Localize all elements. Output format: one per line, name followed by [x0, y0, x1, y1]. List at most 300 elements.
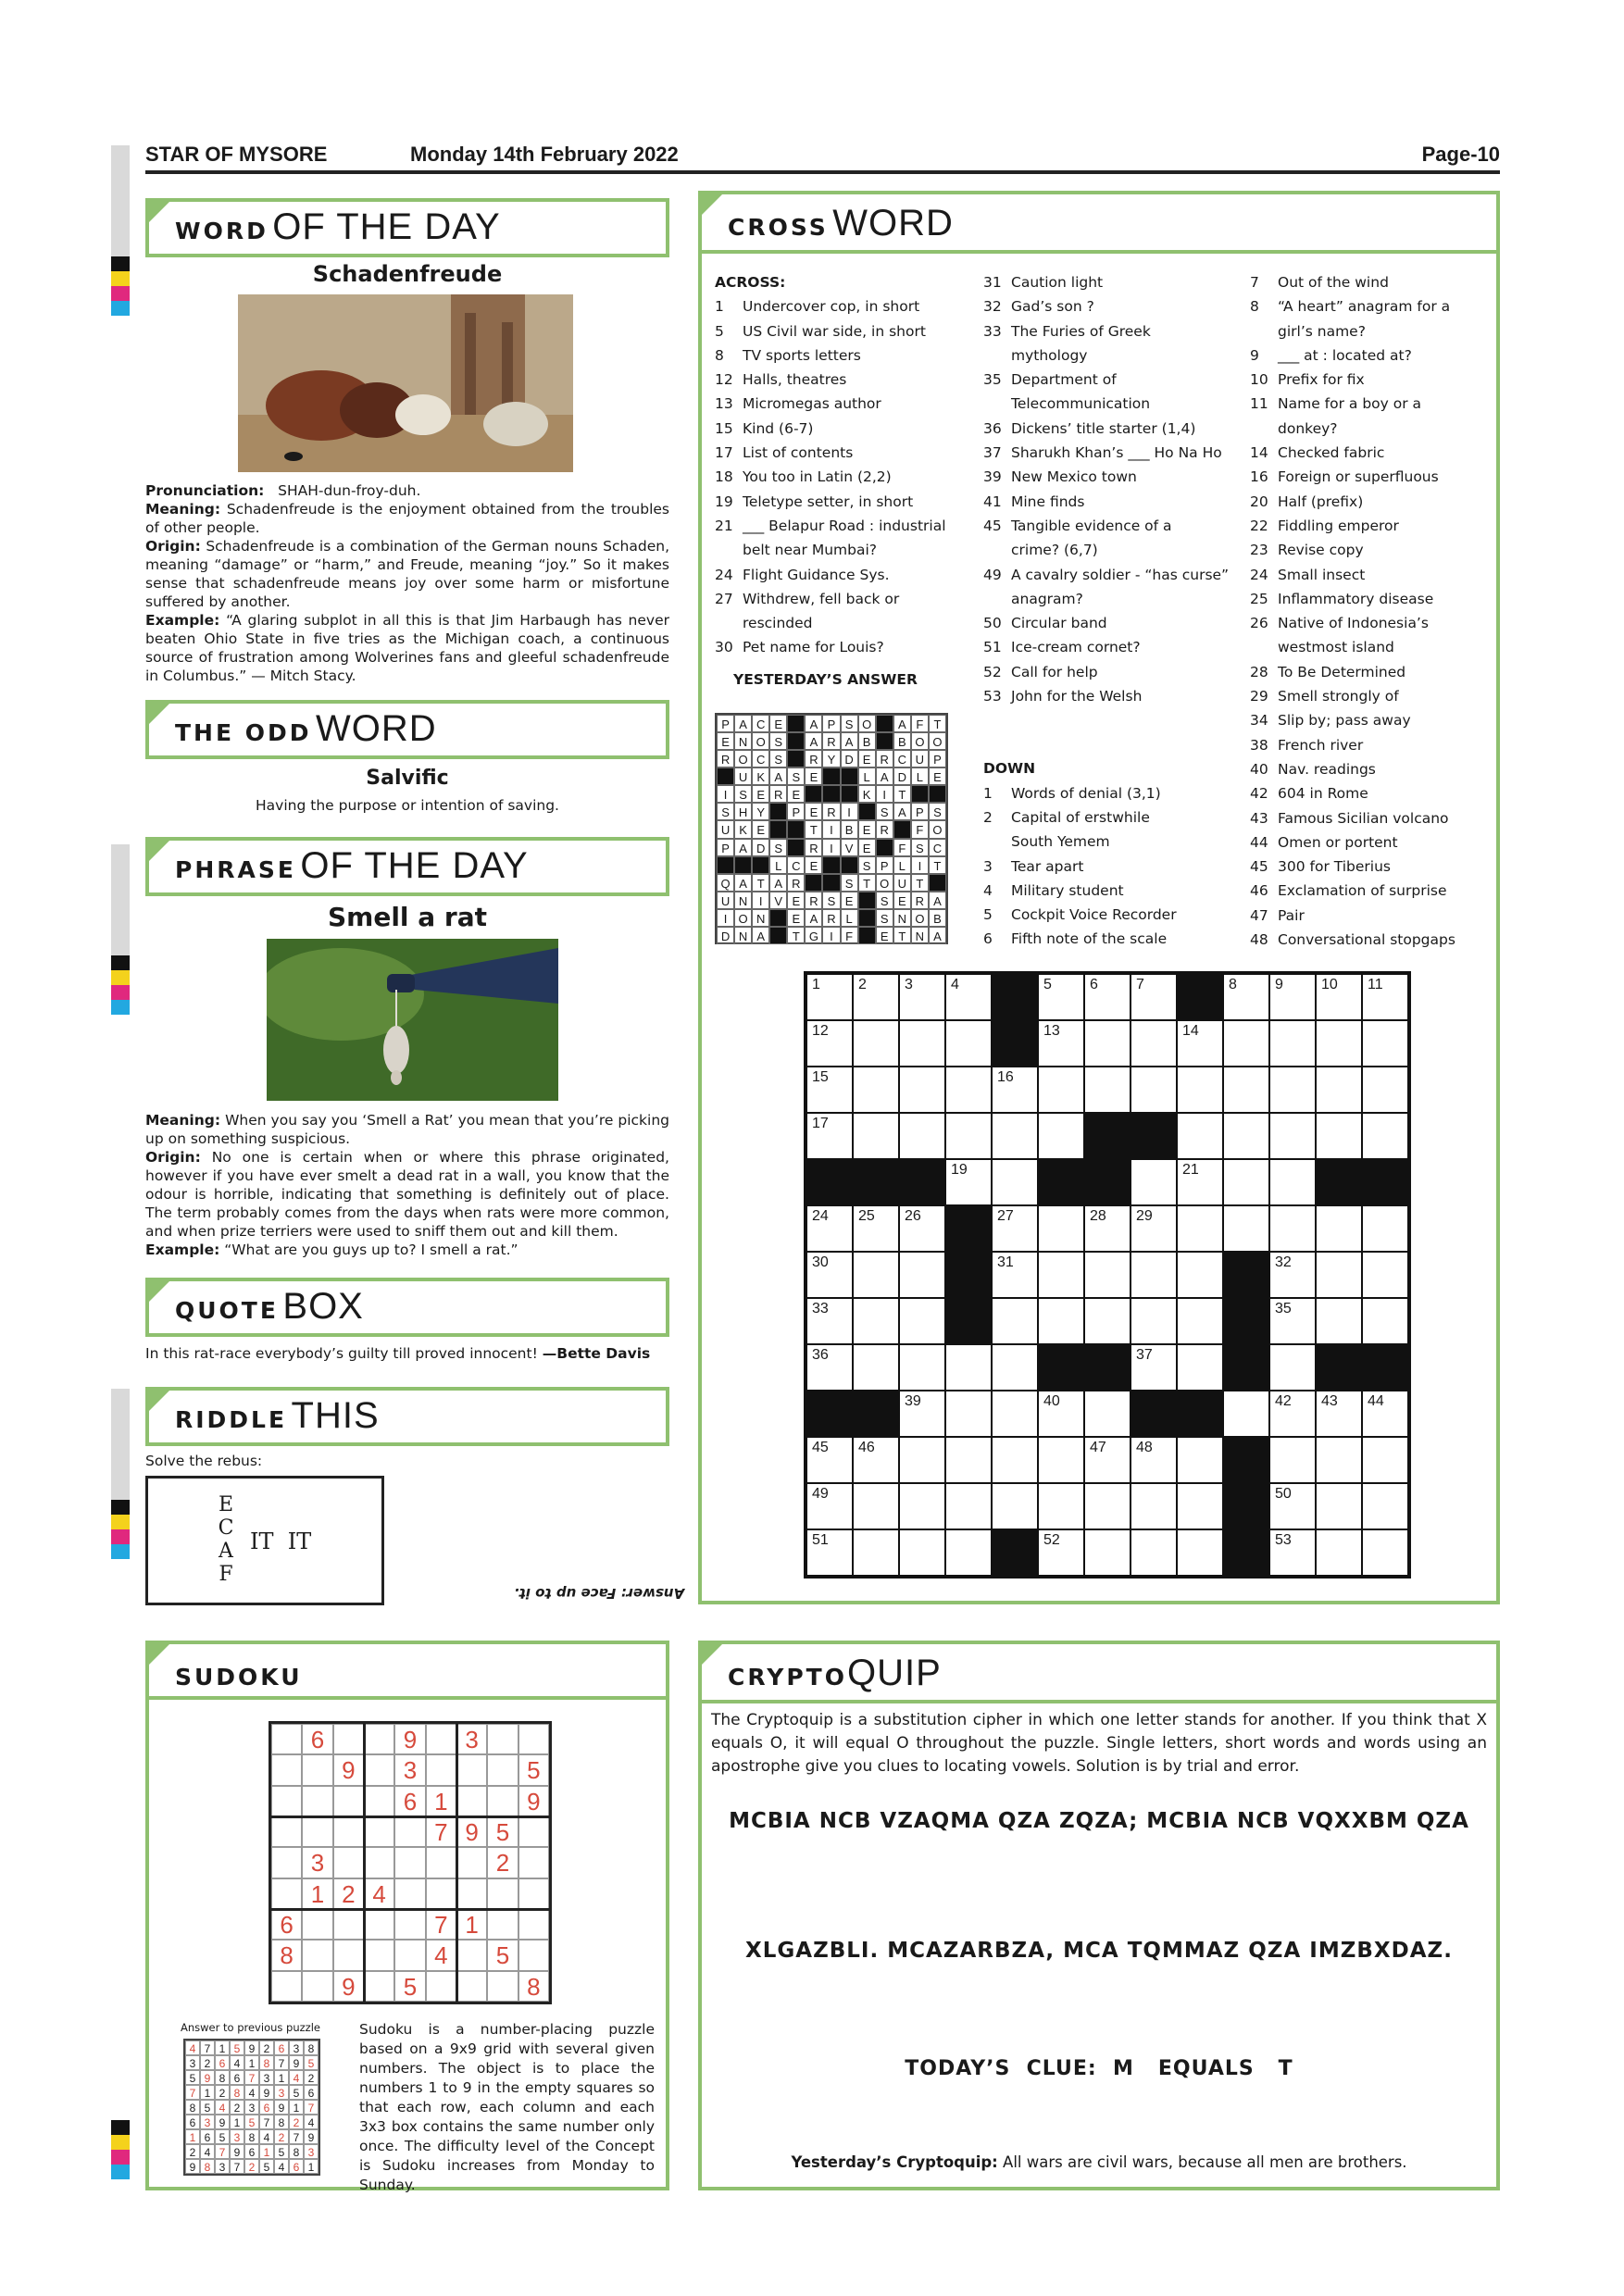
- crossword-cell[interactable]: [1362, 1437, 1408, 1483]
- sudoku-empty-cell[interactable]: [302, 1971, 332, 2002]
- sudoku-answer-cell: 5: [230, 2040, 244, 2055]
- crossword-cell[interactable]: [992, 1483, 1038, 1529]
- clue-number: 7: [1136, 977, 1144, 992]
- sudoku-empty-cell[interactable]: [394, 1940, 425, 1970]
- sudoku-empty-cell[interactable]: [271, 1786, 302, 1816]
- crossword-cell[interactable]: [1038, 1113, 1084, 1159]
- crossword-cell[interactable]: [1269, 1344, 1316, 1391]
- sudoku-answer-cell: 8: [274, 2115, 289, 2129]
- sudoku-empty-cell[interactable]: [518, 1724, 549, 1754]
- crossword-cell[interactable]: [1223, 1113, 1269, 1159]
- crossword-cell[interactable]: [1131, 1159, 1177, 1205]
- answer-cell: I: [717, 909, 734, 927]
- crossword-cell[interactable]: [899, 1298, 945, 1344]
- crossword-cell[interactable]: [1084, 974, 1131, 1020]
- crossword-clue: 18 You too in Latin (2,2): [715, 468, 892, 486]
- crossword-cell[interactable]: [1362, 1113, 1408, 1159]
- crossword-cell[interactable]: [992, 1067, 1038, 1113]
- crossword-cell[interactable]: [1223, 974, 1269, 1020]
- sudoku-title: SUDOKU: [145, 1641, 669, 1700]
- sudoku-answer-cell: 7: [185, 2085, 200, 2100]
- answer-block: [822, 767, 840, 785]
- crossword-cell[interactable]: [853, 1437, 899, 1483]
- crossword-clue: 50 Circular band: [983, 615, 1107, 632]
- sudoku-answer-cell: 8: [200, 2159, 215, 2174]
- crossword-clue: 47 Pair: [1250, 906, 1305, 924]
- answer-cell: E: [717, 732, 734, 750]
- clue-number: 3: [905, 977, 913, 992]
- crossword-cell[interactable]: [1177, 1205, 1223, 1252]
- crossword-clue: 33 The Furies of Greek: [983, 322, 1151, 340]
- issue-date: Monday 14th February 2022: [410, 143, 679, 166]
- crossword-clue: 45 Tangible evidence of a: [983, 517, 1172, 534]
- crossword-cell[interactable]: [1316, 1205, 1362, 1252]
- crossword-cell[interactable]: [1269, 1159, 1316, 1205]
- answer-cell: S: [911, 839, 929, 856]
- crossword-cell[interactable]: [1084, 1483, 1131, 1529]
- sudoku-empty-cell[interactable]: [394, 1878, 425, 1909]
- registration-strip-mid: [111, 844, 130, 1020]
- sudoku-empty-cell[interactable]: [487, 1878, 518, 1909]
- crossword-cell[interactable]: [1131, 1437, 1177, 1483]
- crossword-clue: 39 New Mexico town: [983, 468, 1137, 486]
- crossword-cell[interactable]: [992, 1391, 1038, 1437]
- answer-block: [858, 803, 876, 820]
- answer-cell: E: [805, 767, 822, 785]
- answer-cell: E: [752, 785, 769, 803]
- crossword-clue: 1 Undercover cop, in short: [715, 298, 920, 316]
- sudoku-answer-cell: 3: [304, 2144, 319, 2159]
- crossword-cell[interactable]: [1131, 1205, 1177, 1252]
- crossword-cell[interactable]: [945, 1437, 992, 1483]
- crossword-cell[interactable]: [1084, 1529, 1131, 1576]
- crossword-cell[interactable]: [853, 1113, 899, 1159]
- sudoku-answer-cell: 8: [259, 2055, 274, 2070]
- crossword-cell[interactable]: [992, 1159, 1038, 1205]
- crossword-cell[interactable]: [945, 1529, 992, 1576]
- sudoku-empty-cell[interactable]: [271, 1847, 302, 1878]
- sudoku-box-divider: [363, 1724, 366, 2002]
- crossword-cell[interactable]: [1223, 1067, 1269, 1113]
- answer-cell: O: [929, 820, 946, 838]
- answer-cell: L: [858, 767, 876, 785]
- crossword-block: [992, 1529, 1038, 1576]
- crossword-cell[interactable]: [1038, 1437, 1084, 1483]
- answer-block: [876, 715, 893, 732]
- crossword-cell[interactable]: [806, 1067, 853, 1113]
- answer-cell: F: [911, 715, 929, 732]
- answer-cell: I: [752, 892, 769, 909]
- crossword-clue: 19 Teletype setter, in short: [715, 493, 914, 510]
- crossword-cell[interactable]: [1269, 1252, 1316, 1298]
- sudoku-empty-cell[interactable]: [394, 1816, 425, 1847]
- sudoku-empty-cell[interactable]: [364, 1754, 394, 1785]
- crossword-cell[interactable]: [1269, 1020, 1316, 1067]
- odd-word-word: Salvific: [366, 767, 449, 790]
- crossword-cell[interactable]: [853, 1344, 899, 1391]
- clue-number: 35: [1275, 1301, 1292, 1316]
- crossword-cell[interactable]: [853, 1205, 899, 1252]
- crossword-cell[interactable]: [1362, 1391, 1408, 1437]
- crossword-cell[interactable]: [1084, 1437, 1131, 1483]
- crossword-cell[interactable]: [1362, 1252, 1408, 1298]
- crossword-cell[interactable]: [1269, 1529, 1316, 1576]
- crossword-cell[interactable]: [806, 1252, 853, 1298]
- sudoku-answer-cell: 2: [274, 2129, 289, 2144]
- crossword-cell[interactable]: [1362, 1020, 1408, 1067]
- page-header: [145, 141, 1500, 174]
- crossword-cell[interactable]: [899, 1020, 945, 1067]
- crossword-cell[interactable]: [1177, 1344, 1223, 1391]
- sudoku-empty-cell[interactable]: [518, 1909, 549, 1940]
- crossword-clue: 11 Name for a boy or a: [1250, 395, 1422, 413]
- crossword-cell[interactable]: [1038, 1020, 1084, 1067]
- crossword-cell[interactable]: [1131, 1067, 1177, 1113]
- sudoku-empty-cell[interactable]: [426, 1724, 456, 1754]
- sudoku-empty-cell[interactable]: [333, 1786, 364, 1816]
- crossword-cell[interactable]: [1316, 1483, 1362, 1529]
- clue-number: 2: [858, 977, 867, 992]
- crossword-cell[interactable]: [1316, 1437, 1362, 1483]
- word-of-day-painting: [238, 294, 573, 472]
- crossword-cell[interactable]: [1084, 1205, 1131, 1252]
- crossword-title: CROSS WORD: [698, 191, 1500, 254]
- crossword-cell[interactable]: [992, 1437, 1038, 1483]
- crossword-cell[interactable]: [992, 1344, 1038, 1391]
- crossword-cell[interactable]: [853, 1067, 899, 1113]
- crossword-cell[interactable]: [1316, 1529, 1362, 1576]
- crossword-cell[interactable]: [1316, 1391, 1362, 1437]
- crossword-block: [1084, 1159, 1131, 1205]
- clue-number: 11: [1368, 977, 1383, 992]
- sudoku-empty-cell[interactable]: [302, 1909, 332, 1940]
- crossword-cell[interactable]: [1131, 1298, 1177, 1344]
- sudoku-empty-cell[interactable]: [518, 1847, 549, 1878]
- sudoku-empty-cell[interactable]: [518, 1816, 549, 1847]
- sudoku-empty-cell[interactable]: [271, 1878, 302, 1909]
- crossword-cell[interactable]: [899, 1113, 945, 1159]
- crossword-block: [1223, 1298, 1269, 1344]
- crossword-cell[interactable]: [899, 1391, 945, 1437]
- crossword-cell[interactable]: [899, 1437, 945, 1483]
- crossword-cell[interactable]: [1362, 1205, 1408, 1252]
- sudoku-empty-cell[interactable]: [487, 1909, 518, 1940]
- sudoku-empty-cell[interactable]: [426, 1971, 456, 2002]
- crossword-cell[interactable]: [806, 1483, 853, 1529]
- crossword-clue: 5 Cockpit Voice Recorder: [983, 906, 1177, 924]
- answer-block: [717, 767, 734, 785]
- crossword-clue: 35 Department of: [983, 371, 1117, 389]
- sudoku-empty-cell[interactable]: [364, 1971, 394, 2002]
- crossword-cell[interactable]: [1038, 1252, 1084, 1298]
- sudoku-empty-cell[interactable]: [333, 1724, 364, 1754]
- clue-number: 5: [1043, 977, 1052, 992]
- sudoku-empty-cell[interactable]: [426, 1754, 456, 1785]
- crossword-cell[interactable]: [1362, 1483, 1408, 1529]
- sudoku-empty-cell[interactable]: [456, 1878, 487, 1909]
- sudoku-empty-cell[interactable]: [271, 1724, 302, 1754]
- sudoku-empty-cell[interactable]: [271, 1816, 302, 1847]
- crossword-clue: anagram?: [1011, 590, 1083, 607]
- crossword-cell[interactable]: [1038, 974, 1084, 1020]
- crossword-cell[interactable]: [1362, 1067, 1408, 1113]
- crossword-cell[interactable]: [853, 1020, 899, 1067]
- answer-cell: E: [858, 750, 876, 767]
- crossword-clue: 44 Omen or portent: [1250, 833, 1398, 851]
- crossword-cell[interactable]: [1223, 1020, 1269, 1067]
- crossword-cell[interactable]: [992, 1113, 1038, 1159]
- crossword-cell[interactable]: [806, 1113, 853, 1159]
- answer-cell: R: [805, 892, 822, 909]
- sudoku-empty-cell[interactable]: [487, 1754, 518, 1785]
- crossword-cell[interactable]: [1269, 1391, 1316, 1437]
- answer-cell: R: [911, 892, 929, 909]
- crossword-across-clues-col2: [983, 270, 1243, 952]
- sudoku-answer-cell: 7: [230, 2159, 244, 2174]
- crossword-cell[interactable]: [992, 1298, 1038, 1344]
- crossword-cell[interactable]: [1131, 1483, 1177, 1529]
- phrase-of-day-photo: [267, 939, 558, 1101]
- crossword-cell[interactable]: [945, 1020, 992, 1067]
- sudoku-empty-cell[interactable]: [364, 1940, 394, 1970]
- answer-cell: S: [717, 803, 734, 820]
- sudoku-answer-cell: 3: [200, 2115, 215, 2129]
- answer-cell: S: [769, 732, 787, 750]
- crossword-cell[interactable]: [1223, 1159, 1269, 1205]
- crossword-clue: 2 Capital of erstwhile: [983, 808, 1150, 826]
- answer-cell: R: [787, 874, 805, 892]
- sudoku-empty-cell[interactable]: [487, 1724, 518, 1754]
- rebus-vertical-letters: E C A F: [218, 1493, 234, 1586]
- crossword-cell[interactable]: [1177, 1020, 1223, 1067]
- sudoku-empty-cell[interactable]: [394, 1847, 425, 1878]
- crossword-cell[interactable]: [1362, 1298, 1408, 1344]
- crossword-cell[interactable]: [899, 974, 945, 1020]
- crossword-cell[interactable]: [1177, 1483, 1223, 1529]
- crossword-cell[interactable]: [1038, 1067, 1084, 1113]
- crossword-cell[interactable]: [945, 974, 992, 1020]
- crossword-cell[interactable]: [853, 1298, 899, 1344]
- sudoku-answer-cell: 3: [259, 2070, 274, 2085]
- sudoku-empty-cell[interactable]: [333, 1847, 364, 1878]
- crossword-cell[interactable]: [1038, 1298, 1084, 1344]
- answer-cell: A: [929, 927, 946, 944]
- answer-cell: A: [734, 715, 752, 732]
- sudoku-empty-cell[interactable]: [456, 1847, 487, 1878]
- sudoku-empty-cell[interactable]: [518, 1940, 549, 1970]
- crossword-cell[interactable]: [1316, 1298, 1362, 1344]
- answer-cell: I: [717, 785, 734, 803]
- sudoku-answer-cell: 8: [304, 2040, 319, 2055]
- crossword-cell[interactable]: [1269, 1067, 1316, 1113]
- sudoku-empty-cell[interactable]: [271, 1754, 302, 1785]
- sudoku-empty-cell[interactable]: [426, 1878, 456, 1909]
- clue-number: 40: [1043, 1393, 1060, 1409]
- sudoku-grid[interactable]: [269, 1721, 552, 2004]
- crossword-clue: 12 Halls, theatres: [715, 371, 847, 389]
- crossword-cell[interactable]: [945, 1067, 992, 1113]
- crossword-cell[interactable]: [1316, 1113, 1362, 1159]
- crossword-cell[interactable]: [1177, 1437, 1223, 1483]
- crossword-cell[interactable]: [1131, 974, 1177, 1020]
- crossword-cell[interactable]: [1223, 1205, 1269, 1252]
- crossword-cell[interactable]: [853, 1483, 899, 1529]
- crossword-cell[interactable]: [1177, 1159, 1223, 1205]
- crossword-cell[interactable]: [806, 974, 853, 1020]
- answer-cell: T: [858, 874, 876, 892]
- answer-block: [858, 927, 876, 944]
- sudoku-empty-cell[interactable]: [333, 1940, 364, 1970]
- crossword-cell[interactable]: [899, 1483, 945, 1529]
- crossword-cell[interactable]: [806, 1205, 853, 1252]
- sudoku-empty-cell[interactable]: [333, 1909, 364, 1940]
- crossword-cell[interactable]: [899, 1529, 945, 1576]
- answer-cell: T: [911, 874, 929, 892]
- clue-number: 4: [951, 977, 959, 992]
- sudoku-empty-cell[interactable]: [271, 1971, 302, 2002]
- crossword-cell[interactable]: [1131, 1252, 1177, 1298]
- answer-cell: L: [911, 767, 929, 785]
- cryptoquip-yesterday: Yesterday’s Cryptoquip: All wars are civil wars, because all men are brothers.: [791, 2153, 1407, 2171]
- sudoku-empty-cell[interactable]: [302, 1816, 332, 1847]
- answer-cell: U: [734, 767, 752, 785]
- crossword-cell[interactable]: [1177, 1298, 1223, 1344]
- answer-cell: R: [805, 839, 822, 856]
- crossword-cell[interactable]: [853, 974, 899, 1020]
- sudoku-answer-cell: 1: [200, 2085, 215, 2100]
- crossword-cell[interactable]: [1131, 1344, 1177, 1391]
- crossword-cell[interactable]: [899, 1252, 945, 1298]
- cryptoquip-line-1: MCBIA NCB VZAQMA QZA ZQZA; MCBIA NCB VQXXBM QZA: [729, 1809, 1469, 1833]
- crossword-cell[interactable]: [1316, 1020, 1362, 1067]
- sudoku-given-cell: 4: [364, 1878, 394, 1909]
- crossword-cell[interactable]: [992, 1252, 1038, 1298]
- sudoku-empty-cell[interactable]: [456, 1971, 487, 2002]
- answer-cell: O: [929, 732, 946, 750]
- sudoku-empty-cell[interactable]: [426, 1847, 456, 1878]
- crossword-cell[interactable]: [945, 1113, 992, 1159]
- crossword-cell[interactable]: [945, 1159, 992, 1205]
- crossword-cell[interactable]: [1316, 974, 1362, 1020]
- sudoku-empty-cell[interactable]: [364, 1786, 394, 1816]
- crossword-block: [1316, 1344, 1362, 1391]
- crossword-cell[interactable]: [1223, 1391, 1269, 1437]
- crossword-cell[interactable]: [1084, 1298, 1131, 1344]
- sudoku-empty-cell[interactable]: [333, 1816, 364, 1847]
- crossword-cell[interactable]: [945, 1391, 992, 1437]
- crossword-cell[interactable]: [806, 1298, 853, 1344]
- crossword-clue: 10 Prefix for fix: [1250, 371, 1365, 389]
- sudoku-empty-cell[interactable]: [456, 1754, 487, 1785]
- answer-cell: B: [841, 820, 858, 838]
- sudoku-empty-cell[interactable]: [364, 1816, 394, 1847]
- answer-cell: K: [734, 820, 752, 838]
- crossword-cell[interactable]: [1269, 1298, 1316, 1344]
- crossword-cell[interactable]: [806, 1020, 853, 1067]
- crossword-cell[interactable]: [1177, 1067, 1223, 1113]
- crossword-cell[interactable]: [899, 1205, 945, 1252]
- crossword-cell[interactable]: [806, 1529, 853, 1576]
- crossword-cell[interactable]: [1131, 1529, 1177, 1576]
- sudoku-empty-cell[interactable]: [302, 1754, 332, 1785]
- sudoku-empty-cell[interactable]: [456, 1940, 487, 1970]
- sudoku-box-divider: [456, 1724, 458, 2002]
- crossword-cell[interactable]: [945, 1344, 992, 1391]
- crossword-cell[interactable]: [1177, 1113, 1223, 1159]
- crossword-cell[interactable]: [1038, 1205, 1084, 1252]
- sudoku-empty-cell[interactable]: [302, 1786, 332, 1816]
- clue-number: 46: [858, 1440, 875, 1455]
- crossword-cell[interactable]: [853, 1252, 899, 1298]
- crossword-clue: 31 Caution light: [983, 274, 1104, 291]
- answer-cell: P: [717, 839, 734, 856]
- answer-block: [769, 820, 787, 838]
- crossword-cell[interactable]: [1131, 1020, 1177, 1067]
- crossword-cell[interactable]: [992, 1205, 1038, 1252]
- crossword-cell[interactable]: [1084, 1391, 1131, 1437]
- answer-block: [787, 750, 805, 767]
- crossword-cell[interactable]: [1269, 1437, 1316, 1483]
- crossword-grid[interactable]: [804, 971, 1411, 1578]
- sudoku-empty-cell[interactable]: [364, 1724, 394, 1754]
- crossword-clue: 41 Mine finds: [983, 493, 1085, 510]
- crossword-cell[interactable]: [1316, 1252, 1362, 1298]
- crossword-cell[interactable]: [806, 1437, 853, 1483]
- clue-number: 17: [812, 1116, 829, 1131]
- sudoku-empty-cell[interactable]: [487, 1786, 518, 1816]
- sudoku-empty-cell[interactable]: [364, 1847, 394, 1878]
- crossword-cell[interactable]: [1038, 1391, 1084, 1437]
- crossword-cell[interactable]: [853, 1529, 899, 1576]
- crossword-cell[interactable]: [1362, 1529, 1408, 1576]
- sudoku-given-cell: 8: [271, 1940, 302, 1970]
- crossword-cell[interactable]: [1269, 974, 1316, 1020]
- crossword-cell[interactable]: [1084, 1020, 1131, 1067]
- sudoku-empty-cell[interactable]: [456, 1786, 487, 1816]
- sudoku-empty-cell[interactable]: [394, 1909, 425, 1940]
- crossword-cell[interactable]: [1269, 1113, 1316, 1159]
- crossword-cell[interactable]: [1084, 1252, 1131, 1298]
- word-of-day-body: Pronunciation: SHAH-dun-froy-duh. Meaning: Schadenfreude is the enjoyment obtained from the troubles of other people. Origin: Schadenfreude is a combination of the German nouns Schaden, meaning “damage” or “harm,” and Freude, meaning “joy.” So it makes sense that schadenfreude means joy over some harm or misfortune suffered by another. Example: “A glaring subplot in all this is that Jim Harbaugh has never beaten Ohio State in five tries as the Michigan coach, a continuous source of frustration among Wolverines fans and gleeful schadenfreude in Columbus.” — Mitch Stacy.: [145, 482, 669, 684]
- crossword-cell[interactable]: [1362, 974, 1408, 1020]
- answer-cell: R: [822, 732, 840, 750]
- crossword-cell[interactable]: [1177, 1252, 1223, 1298]
- crossword-cell[interactable]: [899, 1344, 945, 1391]
- sudoku-empty-cell[interactable]: [518, 1878, 549, 1909]
- sudoku-answer-cell: 5: [185, 2070, 200, 2085]
- registration-strip-top: [111, 145, 130, 321]
- sudoku-answer-cell: 2: [304, 2070, 319, 2085]
- crossword-cell[interactable]: [1269, 1483, 1316, 1529]
- crossword-block: [1223, 1529, 1269, 1576]
- answer-block: [787, 820, 805, 838]
- sudoku-empty-cell[interactable]: [487, 1971, 518, 2002]
- crossword-cell[interactable]: [1084, 1067, 1131, 1113]
- crossword-cell[interactable]: [806, 1344, 853, 1391]
- crossword-cell[interactable]: [1038, 1483, 1084, 1529]
- crossword-cell[interactable]: [1038, 1529, 1084, 1576]
- answer-cell: F: [911, 820, 929, 838]
- answer-cell: E: [893, 892, 911, 909]
- crossword-cell[interactable]: [945, 1483, 992, 1529]
- crossword-cell[interactable]: [1269, 1205, 1316, 1252]
- crossword-cell[interactable]: [899, 1067, 945, 1113]
- crossword-cell[interactable]: [1177, 1529, 1223, 1576]
- crossword-cell[interactable]: [1316, 1067, 1362, 1113]
- sudoku-empty-cell[interactable]: [364, 1909, 394, 1940]
- answer-block: [841, 767, 858, 785]
- sudoku-empty-cell[interactable]: [302, 1940, 332, 1970]
